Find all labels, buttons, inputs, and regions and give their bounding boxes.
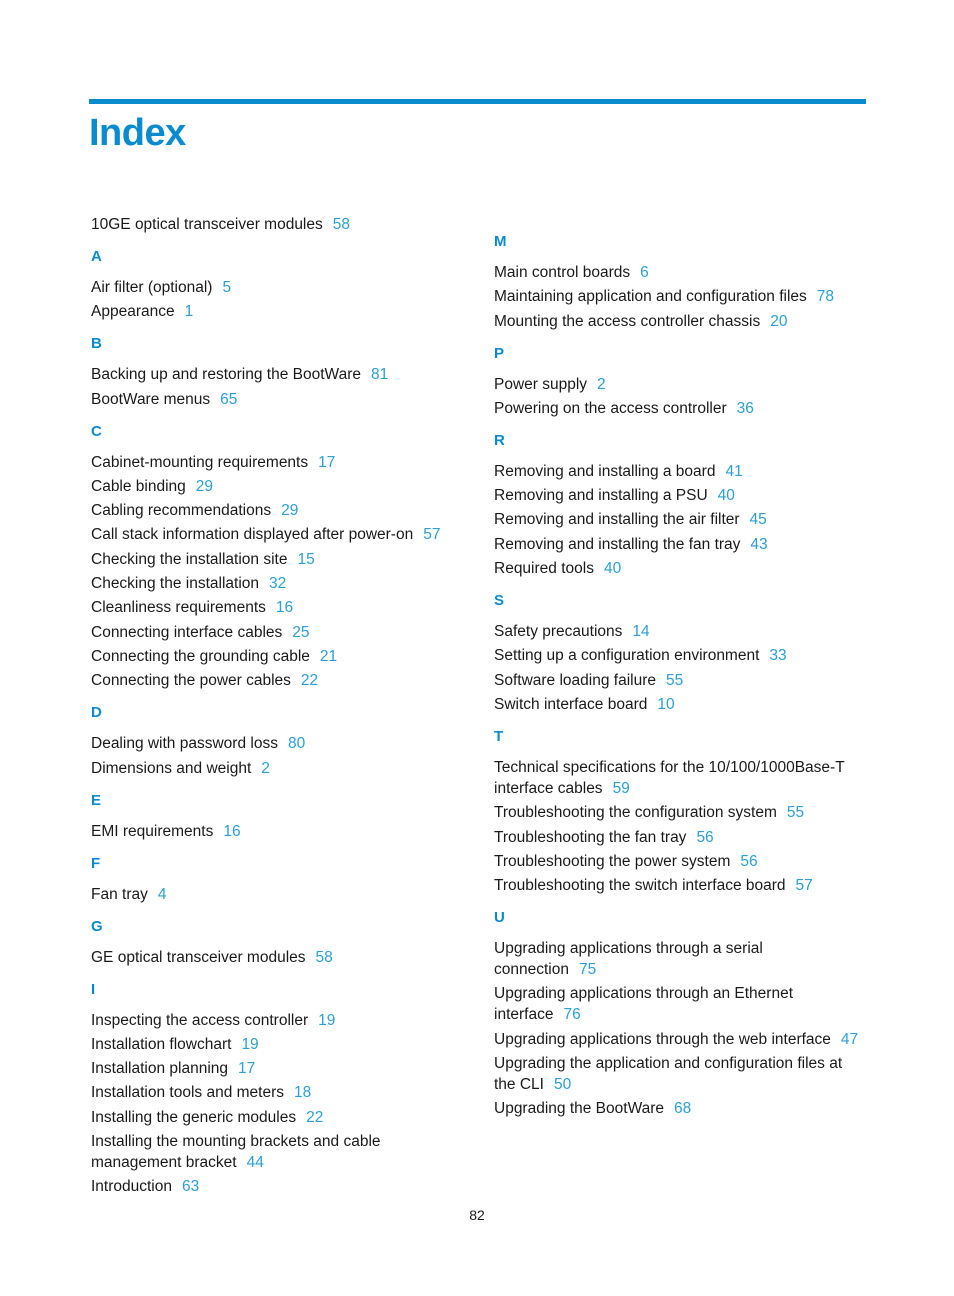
index-entry-page-link[interactable]: 4	[157, 885, 167, 903]
index-entry-page-link[interactable]: 15	[297, 550, 315, 568]
index-entry-text: Troubleshooting the configuration system	[494, 804, 777, 822]
index-entry-text: Troubleshooting the power system	[494, 852, 731, 870]
index-entry-text: Software loading failure	[494, 671, 656, 689]
index-entry-text: Removing and installing a board	[494, 462, 716, 480]
index-entry-text: Fan tray	[91, 885, 148, 903]
index-entry-text: Removing and installing a PSU	[494, 487, 708, 505]
index-entry-text: Dimensions and weight	[91, 759, 252, 777]
index-entry-text: Installation planning	[91, 1060, 229, 1078]
index-entry[interactable]	[494, 757, 866, 799]
index-letter-heading: S	[494, 592, 505, 610]
index-entry-text: Setting up a configuration environment	[494, 647, 760, 665]
index-entry-text: Backing up and restoring the BootWare	[91, 366, 361, 384]
index-entry-page-link[interactable]: 45	[749, 511, 767, 529]
index-entry-text: Upgrading applications through the web interface	[494, 1030, 831, 1048]
index-letter-heading: F	[91, 854, 101, 872]
index-entry[interactable]	[91, 646, 471, 667]
index-entry-text: Troubleshooting the fan tray	[494, 828, 687, 846]
index-entry-text: Introduction	[91, 1178, 172, 1196]
index-entry[interactable]	[494, 558, 866, 579]
index-entry-text: Connecting the grounding cable	[91, 647, 310, 665]
index-entry[interactable]	[91, 622, 471, 643]
index-entry-text: Safety precautions	[494, 623, 623, 641]
index-entry[interactable]	[91, 364, 471, 385]
index-entry-text: EMI requirements	[91, 822, 214, 840]
index-entry-page-link[interactable]: 65	[220, 390, 238, 408]
index-entry-text: Checking the installation	[91, 575, 260, 593]
index-entry-page-link[interactable]: 80	[287, 735, 306, 753]
index-entry-page-link[interactable]: 63	[182, 1178, 200, 1196]
index-entry-text: Main control boards	[494, 264, 631, 281]
index-entry[interactable]	[91, 277, 471, 298]
index-letter-heading: I	[91, 980, 96, 998]
index-entry-page-link[interactable]: 2	[261, 759, 270, 777]
index-entry-text: Installing the mounting brackets and cable management bracket	[91, 1133, 381, 1172]
index-entry-text: Inspecting the access controller	[91, 1011, 309, 1029]
index-entry[interactable]	[494, 1029, 866, 1050]
index-entry-text: Installation tools and meters	[91, 1084, 284, 1102]
index-entry-text: Troubleshooting the switch interface board	[494, 877, 786, 895]
index-letter-heading: G	[91, 917, 103, 935]
index-entry-text: Removing and installing the air filter	[494, 511, 740, 529]
index-entry[interactable]	[91, 1010, 471, 1031]
index-entry[interactable]	[91, 452, 471, 473]
index-entry-page-link[interactable]: 14	[632, 623, 650, 641]
index-entry-text: Upgrading the application and configuration files at the CLI	[494, 1055, 843, 1094]
index-entry-text: Power supply	[494, 375, 588, 393]
index-letter-heading: R	[494, 431, 505, 449]
index-entry[interactable]	[91, 884, 471, 905]
index-entry-text: Cabling recommendations	[91, 502, 272, 520]
index-entry-page-link[interactable]: 56	[740, 852, 758, 870]
index-entry-text: Upgrading the BootWare	[494, 1100, 665, 1118]
index-entry-page-link[interactable]: 59	[612, 779, 630, 797]
index-entry-page-link[interactable]: 18	[294, 1084, 312, 1102]
index-entry-page-link[interactable]: 68	[674, 1100, 692, 1118]
index-entry[interactable]	[494, 374, 866, 395]
index-entry[interactable]	[91, 1131, 471, 1173]
index-entry[interactable]	[91, 947, 471, 968]
index-entry[interactable]	[494, 1053, 866, 1095]
index-entry[interactable]	[91, 1107, 471, 1128]
index-entry[interactable]	[91, 1034, 471, 1055]
index-entry[interactable]	[91, 476, 471, 497]
index-entry[interactable]	[91, 1058, 471, 1079]
index-entry-text: Air filter (optional)	[91, 279, 213, 296]
index-entry-page-link[interactable]: 58	[332, 216, 351, 233]
index-entry[interactable]	[494, 534, 866, 555]
index-entry-text: Powering on the access controller	[494, 399, 727, 417]
index-entry-text: Checking the installation site	[91, 550, 288, 568]
index-entry-page-link[interactable]: 33	[769, 647, 787, 665]
index-entry-text: Dealing with password loss	[91, 735, 278, 753]
index-entry-text: 10GE optical transceiver modules	[91, 216, 323, 233]
index-entry-page-link[interactable]: 75	[578, 961, 597, 979]
page-number: 82	[469, 1207, 485, 1223]
index-entry-page-link[interactable]: 40	[603, 560, 622, 578]
index-entry-page-link[interactable]: 17	[318, 453, 336, 471]
index-entry-page-link[interactable]: 22	[300, 672, 319, 690]
index-entry-text: Installing the generic modules	[91, 1108, 297, 1126]
index-entry-page-link[interactable]: 57	[423, 526, 441, 544]
index-entry[interactable]	[494, 827, 866, 848]
index-entry-page-link[interactable]: 58	[315, 948, 333, 966]
index-entry-text: Connecting interface cables	[91, 623, 283, 641]
index-letter-heading: P	[494, 344, 505, 362]
index-entry[interactable]	[91, 597, 471, 618]
index-entry[interactable]	[91, 549, 471, 570]
index-column-right	[494, 220, 866, 1123]
index-entry-page-link[interactable]: 16	[223, 822, 241, 840]
index-entry-text: Technical specifications for the 10/100/1000Base-T interface cables	[494, 758, 845, 797]
index-entry-text: Connecting the power cables	[91, 672, 291, 690]
index-entry-page-link[interactable]: 32	[269, 575, 287, 593]
index-entry[interactable]	[494, 485, 866, 506]
index-entry[interactable]	[91, 214, 471, 235]
index-entry-page-link[interactable]: 43	[750, 535, 768, 553]
index-entry-page-link[interactable]: 25	[292, 623, 310, 641]
index-entry-page-link[interactable]: 1	[184, 303, 194, 321]
index-entry-page-link[interactable]: 41	[725, 462, 743, 480]
index-entry[interactable]	[91, 301, 471, 322]
index-entry[interactable]	[494, 938, 866, 980]
index-entry-text: Cabinet-mounting requirements	[91, 453, 309, 471]
index-entry[interactable]	[494, 262, 866, 283]
index-column-left	[91, 212, 471, 1201]
index-entry-text: Maintaining application and configuration files	[494, 288, 807, 306]
title-rule	[89, 99, 866, 104]
index-letter-heading: A	[91, 248, 102, 265]
index-entry-text: Call stack information displayed after power-on	[91, 526, 414, 544]
index-entry-page-link[interactable]: 21	[319, 647, 338, 665]
index-entry-text: Upgrading applications through a serial connection	[494, 940, 763, 979]
index-entry[interactable]	[494, 645, 866, 666]
index-entry-page-link[interactable]: 22	[306, 1108, 324, 1126]
index-entry-text: Cleanliness requirements	[91, 599, 266, 617]
index-entry[interactable]	[494, 461, 866, 482]
index-entry-page-link[interactable]: 56	[696, 828, 714, 846]
index-entry[interactable]	[494, 875, 866, 896]
index-entry-text: Mounting the access controller chassis	[494, 312, 761, 330]
index-entry-text: GE optical transceiver modules	[91, 948, 306, 966]
index-entry[interactable]	[494, 851, 866, 872]
index-letter-heading: C	[91, 422, 102, 440]
index-entry-text: BootWare menus	[91, 390, 211, 408]
index-entry-page-link[interactable]: 81	[370, 366, 389, 384]
index-entry[interactable]	[494, 286, 866, 307]
index-letter-heading: T	[494, 727, 504, 745]
index-entry-page-link[interactable]: 16	[275, 599, 294, 617]
index-entry-page-link[interactable]: 2	[597, 375, 606, 393]
page-title: Index	[89, 112, 186, 154]
index-entry-page-link[interactable]: 17	[238, 1060, 256, 1078]
index-entry-page-link[interactable]: 44	[246, 1154, 264, 1172]
index-letter-heading: E	[91, 791, 102, 809]
index-entry[interactable]	[91, 524, 471, 545]
index-entry-text: Cable binding	[91, 477, 186, 495]
index-entry[interactable]	[494, 509, 866, 530]
index-entry[interactable]	[494, 311, 866, 332]
index-entry[interactable]	[91, 1082, 471, 1103]
index-entry-page-link[interactable]: 55	[666, 671, 684, 689]
index-entry-text: Required tools	[494, 560, 594, 578]
index-entry-page-link[interactable]: 78	[816, 288, 835, 306]
index-letter-heading: M	[494, 233, 507, 250]
index-entry-text: Switch interface board	[494, 695, 648, 713]
index-letter-heading: B	[91, 335, 102, 353]
index-entry[interactable]	[494, 398, 866, 419]
index-entry[interactable]	[494, 621, 866, 642]
index-entry-page-link[interactable]: 6	[640, 264, 649, 281]
index-entry-page-link[interactable]: 19	[318, 1011, 336, 1029]
index-entry[interactable]	[91, 573, 471, 594]
index-entry[interactable]	[494, 802, 866, 823]
index-entry-page-link[interactable]: 5	[222, 279, 232, 296]
index-entry-page-link[interactable]: 57	[795, 877, 813, 895]
index-entry-page-link[interactable]: 19	[241, 1035, 259, 1053]
index-entry[interactable]	[494, 1098, 866, 1119]
index-entry-page-link[interactable]: 76	[563, 1006, 581, 1024]
index-letter-heading: U	[494, 909, 505, 927]
index-entry-page-link[interactable]: 47	[840, 1030, 859, 1048]
index-entry-text: Appearance	[91, 303, 175, 321]
index-entry-page-link[interactable]: 29	[281, 502, 299, 520]
index-entry[interactable]	[91, 389, 471, 410]
index-entry[interactable]	[494, 670, 866, 691]
index-entry-page-link[interactable]: 36	[736, 399, 754, 417]
index-entry[interactable]	[91, 821, 471, 842]
index-entry-page-link[interactable]: 20	[770, 312, 788, 330]
index-entry-text: Upgrading applications through an Ethernet interface	[494, 985, 794, 1024]
index-entry-page-link[interactable]: 50	[553, 1076, 572, 1094]
index-entry[interactable]	[91, 1176, 471, 1197]
index-entry[interactable]	[91, 758, 471, 779]
index-entry-page-link[interactable]: 29	[195, 477, 214, 495]
index-entry-page-link[interactable]: 55	[786, 804, 805, 822]
index-entry[interactable]	[91, 670, 471, 691]
index-entry-page-link[interactable]: 40	[717, 487, 735, 505]
index-entry[interactable]	[494, 983, 866, 1025]
index-entry[interactable]	[91, 733, 471, 754]
index-entry[interactable]	[494, 694, 866, 715]
index-entry-page-link[interactable]: 10	[657, 695, 675, 713]
index-entry[interactable]	[91, 500, 471, 521]
index-entry-text: Removing and installing the fan tray	[494, 535, 741, 553]
index-letter-heading: D	[91, 704, 102, 722]
index-entry-text: Installation flowchart	[91, 1035, 232, 1053]
